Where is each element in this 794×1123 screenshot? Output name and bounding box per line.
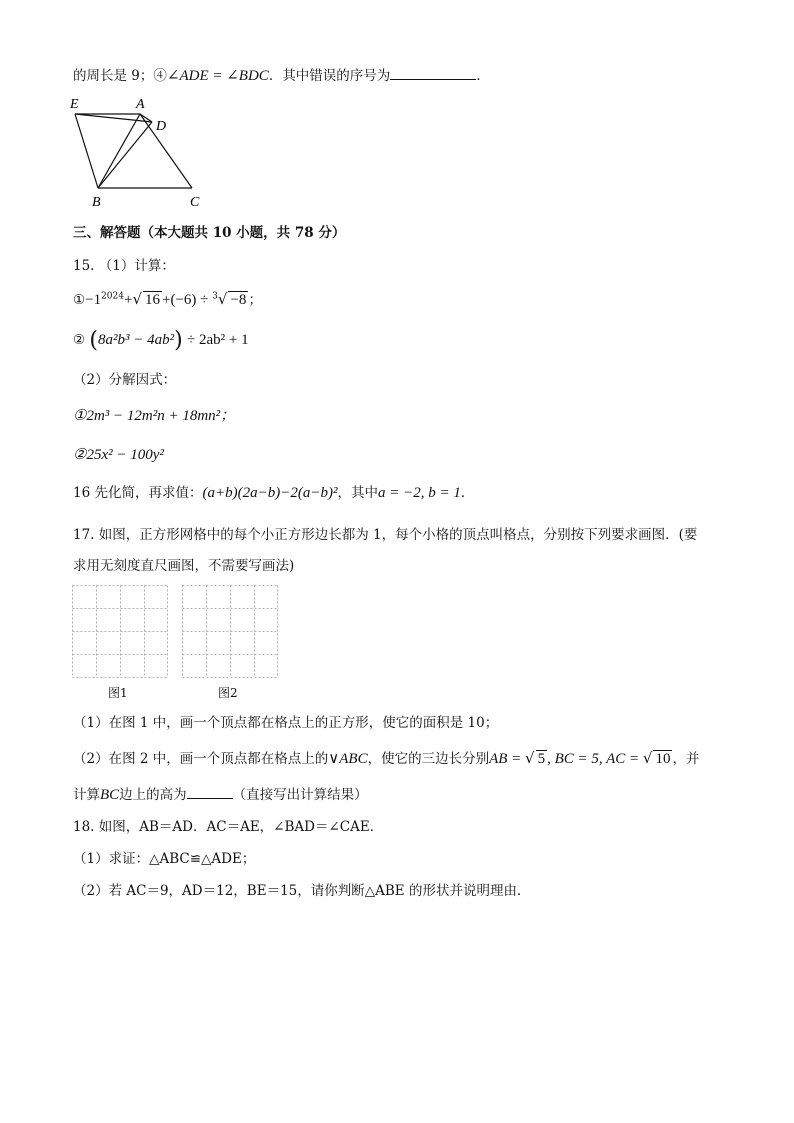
q16-end: ． bbox=[460, 485, 475, 501]
q16-mid: ，其中 bbox=[337, 485, 378, 501]
label-C: C bbox=[190, 195, 200, 210]
q18-part1: （1）求证：△ABC≌△ADE； bbox=[73, 851, 256, 867]
radicand: −8 bbox=[230, 292, 247, 308]
q15-item1: $①-1^{2024}+√$ 16 +(−6) ÷ $^3$√ −8 ； bbox=[73, 290, 262, 308]
q17-part2: （2）在图 2 中，画一个顶点都在格点上的∨ABC，使它的三边长分别AB = √ 5 , BC = 5, AC = √ 10 ，并 bbox=[73, 749, 700, 767]
q16-prefix: 16 先化简，再求值： bbox=[73, 485, 203, 501]
top-line bbox=[73, 67, 490, 85]
text: 计算 bbox=[73, 787, 100, 803]
q17-line2: 求用无刻度直尺画图，不需要写画法) bbox=[73, 558, 295, 574]
fig2-caption: 图2 bbox=[218, 686, 238, 700]
root-index: 3 bbox=[212, 291, 218, 302]
expr-paren: 8a²b³ − 4ab² bbox=[98, 332, 175, 348]
q17-line1: 17. 如图，正方形网格中的每个小正方形边长都为 1，每个小格的顶点叫格点，分别按下列要求画图．(要 bbox=[73, 527, 698, 543]
expr-text: ①2m³ − 12m²n + 18mn²； bbox=[73, 408, 236, 424]
side-bc: BC bbox=[100, 787, 120, 803]
geometry-figure bbox=[60, 92, 220, 212]
q16-cond: a = −2, b = 1 bbox=[377, 485, 461, 501]
segment-EB bbox=[75, 114, 98, 188]
item-mark: ② bbox=[73, 332, 86, 348]
q15-item2: ② (8a²b³ − 4ab²) ÷ 2ab² + 1 bbox=[73, 328, 249, 353]
q18-line1: 18. 如图，AB＝AD．AC＝AE，∠BAD＝∠CAE． bbox=[73, 819, 384, 835]
side-ab: AB = bbox=[489, 751, 526, 767]
triangle-label: ∨ABC bbox=[328, 751, 368, 767]
top-line-end: ． bbox=[476, 68, 490, 84]
radicand: 5 bbox=[537, 751, 546, 767]
label-E: E bbox=[70, 97, 79, 112]
section-heading: 三、解答题（本大题共 10 小题，共 78 分） bbox=[73, 225, 346, 241]
part2-text-c: ，并 bbox=[672, 751, 700, 767]
part2-text-a: （2）在图 2 中，画一个顶点都在格点上的 bbox=[73, 751, 329, 767]
expr-text: ②25x² − 100y² bbox=[73, 447, 164, 463]
expr-part: +(−6) ÷ bbox=[162, 292, 213, 308]
radicand: 10 bbox=[655, 751, 671, 767]
answer-blank[interactable] bbox=[187, 786, 233, 799]
item-mark: ① bbox=[73, 292, 86, 308]
exponent: 2024 bbox=[101, 291, 124, 302]
q17-part1: （1）在图 1 中，画一个顶点都在格点上的正方形，使它的面积是 10； bbox=[73, 715, 499, 731]
q16 bbox=[73, 484, 474, 502]
expr-part: + bbox=[123, 292, 133, 308]
top-line-text-a: 的周长是 9；④ bbox=[73, 68, 167, 84]
q16-expr: (a+b)(2a−b)−2(a−b)² bbox=[202, 485, 338, 501]
text: 边上的高为 bbox=[119, 787, 187, 803]
top-line-text-b: ．其中错误的序号为 bbox=[268, 68, 391, 84]
label-D: D bbox=[156, 119, 167, 134]
label-B: B bbox=[92, 195, 101, 210]
fig1-caption: 图1 bbox=[108, 686, 128, 700]
grid-figure-1[interactable] bbox=[72, 585, 168, 678]
side-bc-ac: , BC = 5, AC = bbox=[547, 751, 643, 767]
angle-expression: ∠ADE = ∠BDC bbox=[166, 68, 269, 84]
expr-tail: ÷ 2ab² + 1 bbox=[187, 332, 249, 348]
grid-figure-2[interactable] bbox=[182, 585, 278, 678]
q17-part2-line2 bbox=[73, 786, 368, 804]
text: （直接写出计算结果） bbox=[232, 787, 368, 803]
label-A: A bbox=[136, 97, 145, 112]
expr-part: −1 bbox=[85, 292, 102, 308]
part2-text-b: ，使它的三边长分别 bbox=[367, 751, 490, 767]
q15-item4 bbox=[73, 446, 164, 464]
answer-blank[interactable] bbox=[390, 67, 476, 80]
q15-title: 15. （1）计算： bbox=[73, 258, 175, 274]
q15-part2-title: （2）分解因式： bbox=[73, 372, 177, 388]
segment-DB bbox=[98, 122, 152, 188]
q18-part2: （2）若 AC＝9，AD＝12，BE＝15，请你判断△ABE 的形状并说明理由． bbox=[73, 883, 531, 899]
segment-AB bbox=[98, 114, 140, 188]
expr-end: ； bbox=[248, 292, 262, 308]
radicand: 16 bbox=[145, 292, 161, 308]
q15-item3 bbox=[73, 407, 235, 425]
